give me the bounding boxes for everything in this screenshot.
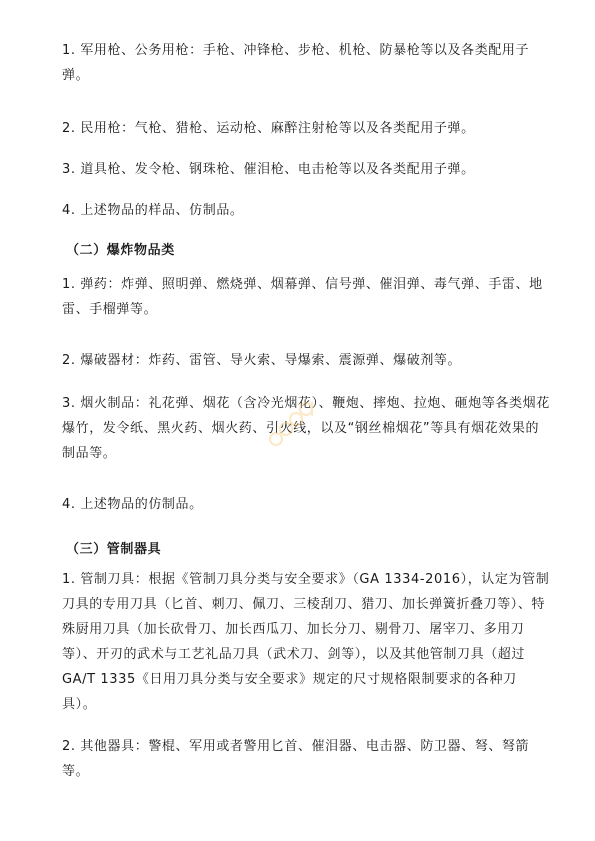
paragraph-firearms-props: 3. 道具枪、发令枪、钢珠枪、催泪枪、电击枪等以及各类配用子弹。	[62, 162, 475, 177]
paragraph-controlled-knives: 1. 管制刀具：根据《管制刀具分类与安全要求》（GA 1334-2016），认定为管制刀具的专用刀具（匕首、刺刀、佩刀、三棱刮刀、猎刀、加长弹簧折叠刀等）、特殊厨用刀具（加长砍骨刀、加长西瓜刀、加长分刀、剔骨刀、屠宰刀、多用刀等）、开刃的武术与工艺礼品刀具（武术刀、剑等），以及其他管制刀具（超过GA/T 1335《日用刀具分类与安全要求》规定的尺寸规格限制要求的各种刀具）。	[62, 572, 550, 712]
paragraph-other-instruments: 2. 其他器具：警棍、军用或者警用匕首、催泪器、电击器、防卫器、弩、弩箭等。	[62, 739, 530, 779]
paragraph-blasting-equipment: 2. 爆破器材：炸药、雷管、导火索、导爆索、震源弹、爆破剂等。	[62, 353, 462, 368]
paragraph-firearms-civilian: 2. 民用枪：气枪、猎枪、运动枪、麻醉注射枪等以及各类配用子弹。	[62, 121, 475, 136]
paragraph-firearms-replicas: 4. 上述物品的样品、仿制品。	[62, 203, 244, 218]
paragraph-firearms-military: 1. 军用枪、公务用枪：手枪、冲锋枪、步枪、机枪、防暴枪等以及各类配用子弹。	[62, 43, 530, 83]
paragraph-ammunition: 1. 弹药：炸弹、照明弹、燃烧弹、烟幕弹、信号弹、催泪弹、毒气弹、手雷、地雷、手榴弹等。	[62, 277, 543, 317]
paragraph-explosive-replicas: 4. 上述物品的仿制品。	[62, 497, 203, 512]
paragraph-fireworks: 3. 烟火制品：礼花弹、烟花（含冷光烟花）、鞭炮、摔炮、拉炮、砸炮等各类烟花爆竹，发令纸、黑火药、烟火药、引火线，以及“钢丝棉烟花”等具有烟花效果的制品等。	[62, 396, 550, 461]
section-heading-controlled-instruments: （三）管制器具	[66, 542, 162, 557]
section-heading-explosives: （二）爆炸物品类	[66, 243, 175, 258]
gooud-watermark-icon	[262, 395, 322, 455]
